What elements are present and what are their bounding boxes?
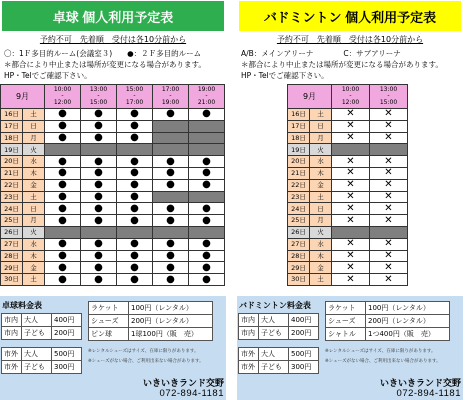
time-slot-header: 13:00 - 15:00 bbox=[81, 85, 117, 109]
fee-cell: 200円（レンタル） bbox=[366, 315, 450, 328]
fee-row bbox=[326, 328, 450, 341]
schedule-row bbox=[1, 215, 225, 227]
time-slot-header: 13:00 - 15:00 bbox=[370, 85, 408, 109]
weekday-cell: 木 bbox=[23, 167, 45, 179]
date-cell: 24日 bbox=[1, 203, 23, 215]
legend-text: A/B：メインアリーナ C：サブアリーナ bbox=[241, 49, 401, 58]
available-dot-icon: ● bbox=[81, 262, 117, 274]
unavailable-cross-icon: ✕ bbox=[332, 120, 370, 132]
available-dot-icon: ● bbox=[81, 179, 117, 191]
weekday-cell: 火 bbox=[310, 226, 332, 238]
unavailable-cross-icon: ✕ bbox=[332, 156, 370, 168]
fee-cell: ラケット bbox=[89, 302, 129, 315]
fee-cell: 300円 bbox=[289, 361, 319, 374]
schedule-row bbox=[288, 109, 408, 121]
date-cell: 18日 bbox=[288, 132, 310, 144]
fee-title: バドミントン料金表 bbox=[239, 301, 311, 310]
fee-cell: 大人 bbox=[22, 314, 52, 327]
schedule-row bbox=[288, 132, 408, 144]
fee-cell: 500円 bbox=[52, 348, 82, 361]
available-dot-icon: ● bbox=[117, 132, 153, 144]
date-cell: 26日 bbox=[1, 226, 23, 238]
available-dot-icon: ● bbox=[81, 274, 117, 286]
date-cell: 22日 bbox=[1, 179, 23, 191]
available-dot-icon: ● bbox=[81, 167, 117, 179]
available-dot-icon: ● bbox=[153, 238, 189, 250]
fee-cell: 大人 bbox=[259, 314, 289, 327]
date-cell: 21日 bbox=[288, 167, 310, 179]
date-cell: 27日 bbox=[288, 238, 310, 250]
available-dot-icon: ● bbox=[45, 179, 81, 191]
weekday-cell: 土 bbox=[310, 274, 332, 286]
weekday-cell: 土 bbox=[310, 109, 332, 121]
weekday-cell: 日 bbox=[23, 120, 45, 132]
date-cell: 19日 bbox=[288, 144, 310, 156]
unavailable-cross-icon: ✕ bbox=[370, 156, 408, 168]
fee-title: 卓球料金表 bbox=[2, 301, 42, 310]
panel-separator bbox=[230, 0, 237, 400]
fee-row bbox=[2, 314, 82, 327]
closed-slot bbox=[45, 226, 81, 238]
date-cell: 30日 bbox=[1, 274, 23, 286]
date-cell: 18日 bbox=[1, 132, 23, 144]
fee-cell: 子ども bbox=[259, 327, 289, 340]
schedule-row bbox=[288, 156, 408, 168]
available-dot-icon: ● bbox=[45, 215, 81, 227]
weekday-cell: 土 bbox=[310, 191, 332, 203]
closed-slot bbox=[153, 120, 189, 132]
warning-text: ＊都合により中止または場所が変更になる場合があります。 bbox=[241, 60, 443, 69]
closed-slot bbox=[189, 120, 225, 132]
available-dot-icon: ● bbox=[81, 156, 117, 168]
closed-slot bbox=[153, 132, 189, 144]
fee-cell: 子ども bbox=[22, 327, 52, 340]
unavailable-cross-icon: ✕ bbox=[370, 215, 408, 227]
available-dot-icon: ● bbox=[117, 203, 153, 215]
available-dot-icon: ● bbox=[189, 167, 225, 179]
weekday-cell: 土 bbox=[23, 109, 45, 121]
weekday-cell: 金 bbox=[310, 262, 332, 274]
weekday-cell: 火 bbox=[23, 226, 45, 238]
warning-text: ＊都合により中止または場所が変更になる場合があります。 bbox=[4, 60, 206, 69]
fee-cell: 500円 bbox=[289, 348, 319, 361]
weekday-cell: 金 bbox=[23, 262, 45, 274]
available-dot-icon: ● bbox=[153, 203, 189, 215]
available-dot-icon: ● bbox=[153, 156, 189, 168]
date-cell: 20日 bbox=[1, 156, 23, 168]
weekday-cell: 木 bbox=[23, 250, 45, 262]
unavailable-cross-icon: ✕ bbox=[370, 167, 408, 179]
available-dot-icon: ● bbox=[81, 238, 117, 250]
fee-cell: シューズ bbox=[326, 315, 366, 328]
fee-row bbox=[326, 302, 450, 315]
fee-cell: 市内 bbox=[239, 327, 259, 340]
date-cell: 28日 bbox=[1, 250, 23, 262]
weekday-cell: 月 bbox=[310, 215, 332, 227]
unavailable-cross-icon: ✕ bbox=[332, 203, 370, 215]
date-cell: 21日 bbox=[1, 167, 23, 179]
fee-table-rental bbox=[88, 301, 213, 341]
weekday-cell: 土 bbox=[23, 274, 45, 286]
weekday-cell: 金 bbox=[23, 179, 45, 191]
date-cell: 17日 bbox=[288, 120, 310, 132]
unavailable-cross-icon: ✕ bbox=[370, 274, 408, 286]
unavailable-cross-icon: ✕ bbox=[332, 191, 370, 203]
legend-text: 〇：1Ｆ多目的ルーム(会議室３) ●：２Ｆ多目的ルーム bbox=[4, 49, 202, 58]
available-dot-icon: ● bbox=[45, 167, 81, 179]
weekday-cell: 火 bbox=[23, 144, 45, 156]
weekday-cell: 水 bbox=[310, 238, 332, 250]
date-cell: 20日 bbox=[288, 156, 310, 168]
available-dot-icon: ● bbox=[153, 215, 189, 227]
fee-table-admission bbox=[238, 313, 319, 374]
available-dot-icon: ● bbox=[81, 132, 117, 144]
schedule-table bbox=[0, 84, 225, 286]
schedule-row bbox=[1, 109, 225, 121]
schedule-row bbox=[1, 144, 225, 156]
fee-cell: 100円（レンタル） bbox=[129, 302, 213, 315]
fee-row bbox=[89, 328, 213, 341]
badminton-panel bbox=[237, 0, 467, 400]
date-cell: 29日 bbox=[1, 262, 23, 274]
fee-cell: シューズ bbox=[89, 315, 129, 328]
fee-cell: 300円 bbox=[52, 361, 82, 374]
date-cell: 30日 bbox=[288, 274, 310, 286]
available-dot-icon: ● bbox=[153, 109, 189, 121]
schedule-row bbox=[1, 238, 225, 250]
fee-note: ※レンタルシューズはサイズ、在庫に限りがあります。 bbox=[325, 349, 436, 354]
fee-cell: 市内 bbox=[2, 314, 22, 327]
closed-slot bbox=[332, 144, 370, 156]
available-dot-icon: ● bbox=[117, 238, 153, 250]
reservation-notice: 予約不可 先着順 受付は各10分前から bbox=[276, 35, 424, 44]
facility-name: いきいきランド交野 bbox=[142, 378, 224, 388]
available-dot-icon: ● bbox=[189, 203, 225, 215]
fee-cell: 1つ400円（販 売） bbox=[366, 328, 450, 341]
fee-row bbox=[89, 315, 213, 328]
month-header: 9月 bbox=[1, 85, 45, 109]
available-dot-icon: ● bbox=[117, 262, 153, 274]
available-dot-icon: ● bbox=[189, 215, 225, 227]
weekday-cell: 金 bbox=[310, 179, 332, 191]
fee-cell: 大人 bbox=[259, 348, 289, 361]
fee-row bbox=[239, 361, 319, 374]
unavailable-cross-icon: ✕ bbox=[370, 203, 408, 215]
available-dot-icon: ● bbox=[45, 120, 81, 132]
unavailable-cross-icon: ✕ bbox=[332, 179, 370, 191]
weekday-cell: 土 bbox=[23, 191, 45, 203]
fee-row bbox=[89, 302, 213, 315]
fee-row bbox=[2, 361, 82, 374]
schedule-row bbox=[1, 167, 225, 179]
unavailable-cross-icon: ✕ bbox=[370, 109, 408, 121]
time-slot-header: 19:00 - 21:00 bbox=[189, 85, 225, 109]
schedule-row bbox=[1, 226, 225, 238]
weekday-cell: 月 bbox=[23, 215, 45, 227]
available-dot-icon: ● bbox=[189, 274, 225, 286]
available-dot-icon: ● bbox=[117, 250, 153, 262]
closed-slot bbox=[45, 144, 81, 156]
schedule-row bbox=[288, 226, 408, 238]
unavailable-cross-icon: ✕ bbox=[370, 179, 408, 191]
date-cell: 28日 bbox=[288, 250, 310, 262]
schedule-row bbox=[1, 120, 225, 132]
date-cell: 22日 bbox=[288, 179, 310, 191]
fee-cell: 市内 bbox=[2, 327, 22, 340]
facility-name: いきいきランド交野 bbox=[379, 378, 461, 388]
fee-note-2: ※シューズがない場合、ご利用出来ない場合があります。 bbox=[325, 359, 441, 364]
unavailable-cross-icon: ✕ bbox=[370, 250, 408, 262]
available-dot-icon: ● bbox=[117, 274, 153, 286]
unavailable-cross-icon: ✕ bbox=[332, 109, 370, 121]
fee-row bbox=[239, 327, 319, 340]
time-slot-header: 17:00 - 19:00 bbox=[153, 85, 189, 109]
time-slot-header: 10:00 - 12:00 bbox=[45, 85, 81, 109]
fee-cell: 大人 bbox=[22, 348, 52, 361]
weekday-cell: 木 bbox=[310, 250, 332, 262]
closed-slot bbox=[117, 144, 153, 156]
available-dot-icon: ● bbox=[117, 167, 153, 179]
fee-cell bbox=[22, 340, 52, 348]
schedule-row bbox=[288, 274, 408, 286]
schedule-row bbox=[1, 274, 225, 286]
fee-cell: 市内 bbox=[239, 314, 259, 327]
fee-cell bbox=[289, 340, 319, 348]
available-dot-icon: ● bbox=[189, 156, 225, 168]
unavailable-cross-icon: ✕ bbox=[332, 132, 370, 144]
available-dot-icon: ● bbox=[45, 250, 81, 262]
available-dot-icon: ● bbox=[117, 156, 153, 168]
date-cell: 19日 bbox=[1, 144, 23, 156]
available-dot-icon: ● bbox=[153, 250, 189, 262]
fee-cell: 400円 bbox=[52, 314, 82, 327]
available-dot-icon: ● bbox=[81, 191, 117, 203]
weekday-cell: 水 bbox=[23, 156, 45, 168]
fee-cell: 200円（レンタル） bbox=[129, 315, 213, 328]
unavailable-cross-icon: ✕ bbox=[370, 191, 408, 203]
fee-cell: 市外 bbox=[2, 361, 22, 374]
fee-row bbox=[239, 314, 319, 327]
unavailable-cross-icon: ✕ bbox=[370, 132, 408, 144]
schedule-row bbox=[1, 132, 225, 144]
available-dot-icon: ● bbox=[189, 262, 225, 274]
unavailable-cross-icon: ✕ bbox=[332, 274, 370, 286]
closed-slot bbox=[370, 226, 408, 238]
schedule-row bbox=[288, 167, 408, 179]
date-cell: 27日 bbox=[1, 238, 23, 250]
available-dot-icon: ● bbox=[45, 274, 81, 286]
closed-slot bbox=[189, 132, 225, 144]
closed-slot bbox=[189, 226, 225, 238]
schedule-row bbox=[1, 191, 225, 203]
date-cell: 25日 bbox=[288, 215, 310, 227]
fee-cell: 200円 bbox=[52, 327, 82, 340]
schedule-row bbox=[288, 191, 408, 203]
schedule-row bbox=[1, 262, 225, 274]
schedule-row bbox=[288, 250, 408, 262]
unavailable-cross-icon: ✕ bbox=[370, 238, 408, 250]
available-dot-icon: ● bbox=[45, 132, 81, 144]
closed-slot bbox=[117, 226, 153, 238]
fee-cell: 400円 bbox=[289, 314, 319, 327]
available-dot-icon: ● bbox=[81, 109, 117, 121]
table-tennis-panel bbox=[0, 0, 230, 400]
date-cell: 26日 bbox=[288, 226, 310, 238]
date-cell: 25日 bbox=[1, 215, 23, 227]
schedule-row bbox=[288, 120, 408, 132]
date-cell: 23日 bbox=[288, 191, 310, 203]
schedule-row bbox=[1, 250, 225, 262]
header-row bbox=[288, 85, 408, 109]
closed-slot bbox=[81, 144, 117, 156]
schedule-row bbox=[1, 203, 225, 215]
available-dot-icon: ● bbox=[45, 109, 81, 121]
fee-row bbox=[2, 327, 82, 340]
fee-cell: 市外 bbox=[239, 361, 259, 374]
fee-table-admission bbox=[1, 313, 82, 374]
unavailable-cross-icon: ✕ bbox=[332, 215, 370, 227]
closed-slot bbox=[153, 144, 189, 156]
weekday-cell: 日 bbox=[310, 120, 332, 132]
fee-row bbox=[2, 348, 82, 361]
unavailable-cross-icon: ✕ bbox=[332, 167, 370, 179]
weekday-cell: 水 bbox=[310, 156, 332, 168]
fee-note-2: ※シューズがない場合、ご利用出来ない場合があります。 bbox=[88, 359, 204, 364]
schedule-row bbox=[288, 238, 408, 250]
available-dot-icon: ● bbox=[117, 215, 153, 227]
fee-cell: 1球100円（販 売） bbox=[129, 328, 213, 341]
available-dot-icon: ● bbox=[45, 156, 81, 168]
time-slot-header: 10:00 - 12:00 bbox=[332, 85, 370, 109]
date-cell: 17日 bbox=[1, 120, 23, 132]
available-dot-icon: ● bbox=[81, 203, 117, 215]
facility-phone: 072-894-1181 bbox=[159, 388, 224, 399]
fee-cell: 子ども bbox=[259, 361, 289, 374]
unavailable-cross-icon: ✕ bbox=[332, 262, 370, 274]
available-dot-icon: ● bbox=[153, 167, 189, 179]
weekday-cell: 火 bbox=[310, 144, 332, 156]
available-dot-icon: ● bbox=[45, 238, 81, 250]
fee-cell: 市外 bbox=[2, 348, 22, 361]
available-dot-icon: ● bbox=[117, 120, 153, 132]
fee-row bbox=[239, 348, 319, 361]
schedule-table bbox=[287, 84, 408, 286]
date-cell: 16日 bbox=[288, 109, 310, 121]
available-dot-icon: ● bbox=[117, 191, 153, 203]
available-dot-icon: ● bbox=[153, 179, 189, 191]
closed-slot bbox=[189, 144, 225, 156]
date-cell: 29日 bbox=[288, 262, 310, 274]
reservation-notice: 予約不可 先着順 受付は各10分前から bbox=[39, 35, 187, 44]
available-dot-icon: ● bbox=[153, 274, 189, 286]
schedule-row bbox=[288, 144, 408, 156]
available-dot-icon: ● bbox=[117, 109, 153, 121]
weekday-cell: 月 bbox=[310, 132, 332, 144]
available-dot-icon: ● bbox=[189, 179, 225, 191]
schedule-row bbox=[288, 203, 408, 215]
available-dot-icon: ● bbox=[153, 262, 189, 274]
unavailable-cross-icon: ✕ bbox=[332, 238, 370, 250]
header-row bbox=[1, 85, 225, 109]
fee-cell bbox=[2, 340, 22, 348]
fee-cell: 子ども bbox=[22, 361, 52, 374]
panel-title: 卓球 個人利用予定表 bbox=[2, 1, 224, 31]
fee-row bbox=[326, 315, 450, 328]
unavailable-cross-icon: ✕ bbox=[332, 250, 370, 262]
available-dot-icon: ● bbox=[81, 215, 117, 227]
unavailable-cross-icon: ✕ bbox=[370, 120, 408, 132]
weekday-cell: 日 bbox=[23, 203, 45, 215]
available-dot-icon: ● bbox=[45, 203, 81, 215]
weekday-cell: 日 bbox=[310, 203, 332, 215]
fee-row bbox=[239, 340, 319, 348]
closed-slot bbox=[332, 226, 370, 238]
available-dot-icon: ● bbox=[117, 179, 153, 191]
closed-slot bbox=[189, 191, 225, 203]
available-dot-icon: ● bbox=[45, 262, 81, 274]
warning-text-2: HP・Telでご確認下さい。 bbox=[241, 71, 329, 80]
closed-slot bbox=[153, 226, 189, 238]
closed-slot bbox=[153, 191, 189, 203]
fee-table-rental bbox=[325, 301, 450, 341]
fee-cell: 市外 bbox=[239, 348, 259, 361]
available-dot-icon: ● bbox=[45, 191, 81, 203]
panel-title: バドミントン 個人利用予定表 bbox=[239, 1, 461, 31]
available-dot-icon: ● bbox=[81, 250, 117, 262]
time-slot-header: 15:00 - 17:00 bbox=[117, 85, 153, 109]
available-dot-icon: ● bbox=[81, 120, 117, 132]
fee-cell bbox=[239, 340, 259, 348]
date-cell: 16日 bbox=[1, 109, 23, 121]
fee-cell bbox=[259, 340, 289, 348]
available-dot-icon: ● bbox=[189, 238, 225, 250]
available-dot-icon: ● bbox=[189, 109, 225, 121]
closed-slot bbox=[370, 144, 408, 156]
closed-slot bbox=[81, 226, 117, 238]
month-header: 9月 bbox=[288, 85, 332, 109]
date-cell: 24日 bbox=[288, 203, 310, 215]
fee-row bbox=[2, 340, 82, 348]
fee-cell: 200円 bbox=[289, 327, 319, 340]
fee-cell: シャトル bbox=[326, 328, 366, 341]
schedule-row bbox=[288, 262, 408, 274]
available-dot-icon: ● bbox=[189, 250, 225, 262]
fee-cell: ピン球 bbox=[89, 328, 129, 341]
fee-cell: ラケット bbox=[326, 302, 366, 315]
weekday-cell: 水 bbox=[23, 238, 45, 250]
unavailable-cross-icon: ✕ bbox=[370, 262, 408, 274]
date-cell: 23日 bbox=[1, 191, 23, 203]
weekday-cell: 月 bbox=[23, 132, 45, 144]
warning-text-2: HP・Telでご確認下さい。 bbox=[4, 71, 92, 80]
fee-note: ※レンタルシューズはサイズ、在庫に限りがあります。 bbox=[88, 349, 199, 354]
schedule-row bbox=[1, 156, 225, 168]
facility-phone: 072-894-1181 bbox=[396, 388, 461, 399]
schedule-row bbox=[288, 215, 408, 227]
weekday-cell: 木 bbox=[310, 167, 332, 179]
fee-cell: 100円（レンタル） bbox=[366, 302, 450, 315]
fee-cell bbox=[52, 340, 82, 348]
schedule-row bbox=[1, 179, 225, 191]
schedule-row bbox=[288, 179, 408, 191]
